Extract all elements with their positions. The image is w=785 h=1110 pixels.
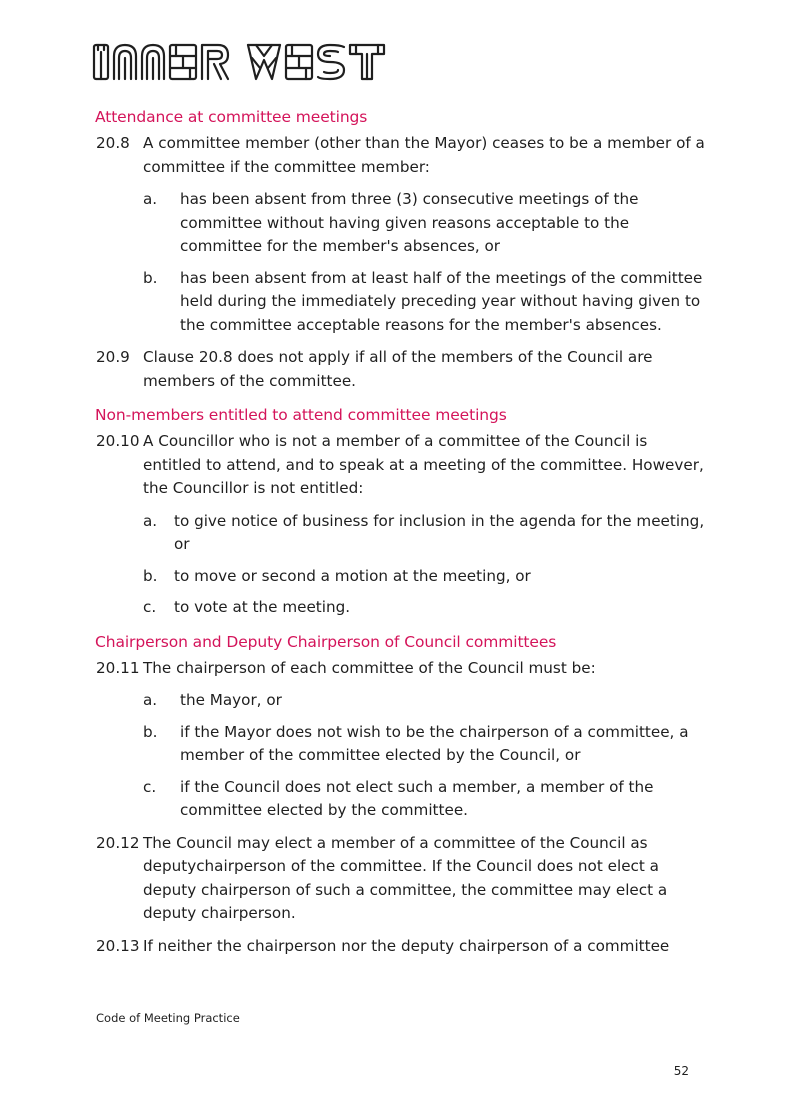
subclause-letter: c. <box>143 598 157 616</box>
subclause-text: has been absent from at least half of the meetings of the committee held during the immediately preceding year without having given to the committee acceptable reasons for the member's absences. <box>180 268 703 334</box>
clause-number: 20.8 <box>96 134 130 152</box>
subclause-item <box>143 565 706 589</box>
subclause-item <box>143 721 706 768</box>
clause-text: A committee member (other than the Mayor) ceases to be a member of a committee if the committee member: <box>143 134 705 176</box>
subclause-letter: b. <box>143 268 158 287</box>
logo-letter-t <box>350 45 384 79</box>
logo-letter-s <box>318 45 344 79</box>
subclause-text: if the Council does not elect such a member, a member of the committee elected by the committee. <box>180 777 654 819</box>
subclause-letter: b. <box>143 566 158 585</box>
clause-20-8-subitems <box>143 188 706 337</box>
section-heading-non-members: Non-members entitled to attend committee meetings <box>95 406 507 424</box>
clause-20-10-subitems <box>143 510 706 620</box>
subclause-item <box>143 510 706 557</box>
clause-text: The chairperson of each committee of the Council must be: <box>143 658 596 677</box>
clause-text: The Council may elect a member of a committee of the Council as deputychairperson of the committee. If the Council does not elect a deputy chairperson of such a committee, the committee may elect a deputy chairperson. <box>143 833 668 922</box>
document-body <box>96 106 706 967</box>
subclause-item <box>143 188 706 259</box>
clause-number: 20.11 <box>96 658 140 677</box>
section-heading-attendance: Attendance at committee meetings <box>95 108 368 126</box>
clause-20-11-subitems <box>143 689 706 823</box>
footer-document-title: Code of Meeting Practice <box>96 1011 240 1025</box>
clause-number: 20.9 <box>96 348 130 366</box>
logo-letter-i <box>94 45 108 79</box>
subclause-letter: a. <box>143 511 158 530</box>
subclause-item <box>143 267 706 338</box>
clause-20-8 <box>96 132 706 179</box>
subclause-item <box>143 689 706 713</box>
logo-letter-r <box>202 45 228 79</box>
subclause-text: the Mayor, or <box>180 691 282 709</box>
logo-letter-w <box>248 45 280 79</box>
subclause-letter: b. <box>143 722 158 741</box>
logo-letter-e2 <box>286 45 312 79</box>
clause-number: 20.13 <box>96 936 140 955</box>
subclause-text: to vote at the meeting. <box>174 598 351 616</box>
subclause-item <box>143 776 706 823</box>
clause-number: 20.10 <box>96 432 140 450</box>
subclause-letter: a. <box>143 190 158 208</box>
clause-text: Clause 20.8 does not apply if all of the members of the Council are members of the committee. <box>143 348 653 390</box>
clause-20-13 <box>96 935 706 959</box>
subclause-text: to move or second a motion at the meeting, or <box>174 566 531 585</box>
subclause-letter: c. <box>143 777 157 796</box>
section-heading-chairperson: Chairperson and Deputy Chairperson of Council committees <box>95 632 557 651</box>
clause-number: 20.12 <box>96 833 140 852</box>
subclause-text: if the Mayor does not wish to be the chairperson of a committee, a member of the committee elected by the Council, or <box>180 722 689 764</box>
clause-20-11 <box>96 657 706 681</box>
inner-west-logo <box>92 42 392 84</box>
subclause-letter: a. <box>143 691 158 709</box>
clause-text: If neither the chairperson nor the deputy chairperson of a committee <box>143 936 670 955</box>
logo-letter-n2 <box>142 45 164 79</box>
clause-20-10 <box>96 430 706 501</box>
logo-letter-n1 <box>114 45 136 79</box>
clause-text: A Councillor who is not a member of a committee of the Council is entitled to attend, and to speak at a meeting of the committee. However, the Councillor is not entitled: <box>143 432 704 497</box>
logo-letter-e1 <box>170 45 196 79</box>
clause-20-12 <box>96 832 706 926</box>
page-number: 52 <box>673 1064 689 1078</box>
subclause-text: has been absent from three (3) consecutive meetings of the committee without having given reasons acceptable to the committee for the member's absences, or <box>180 190 639 255</box>
clause-20-9 <box>96 346 706 393</box>
subclause-text: to give notice of business for inclusion in the agenda for the meeting, or <box>174 511 705 553</box>
subclause-item <box>143 596 706 620</box>
